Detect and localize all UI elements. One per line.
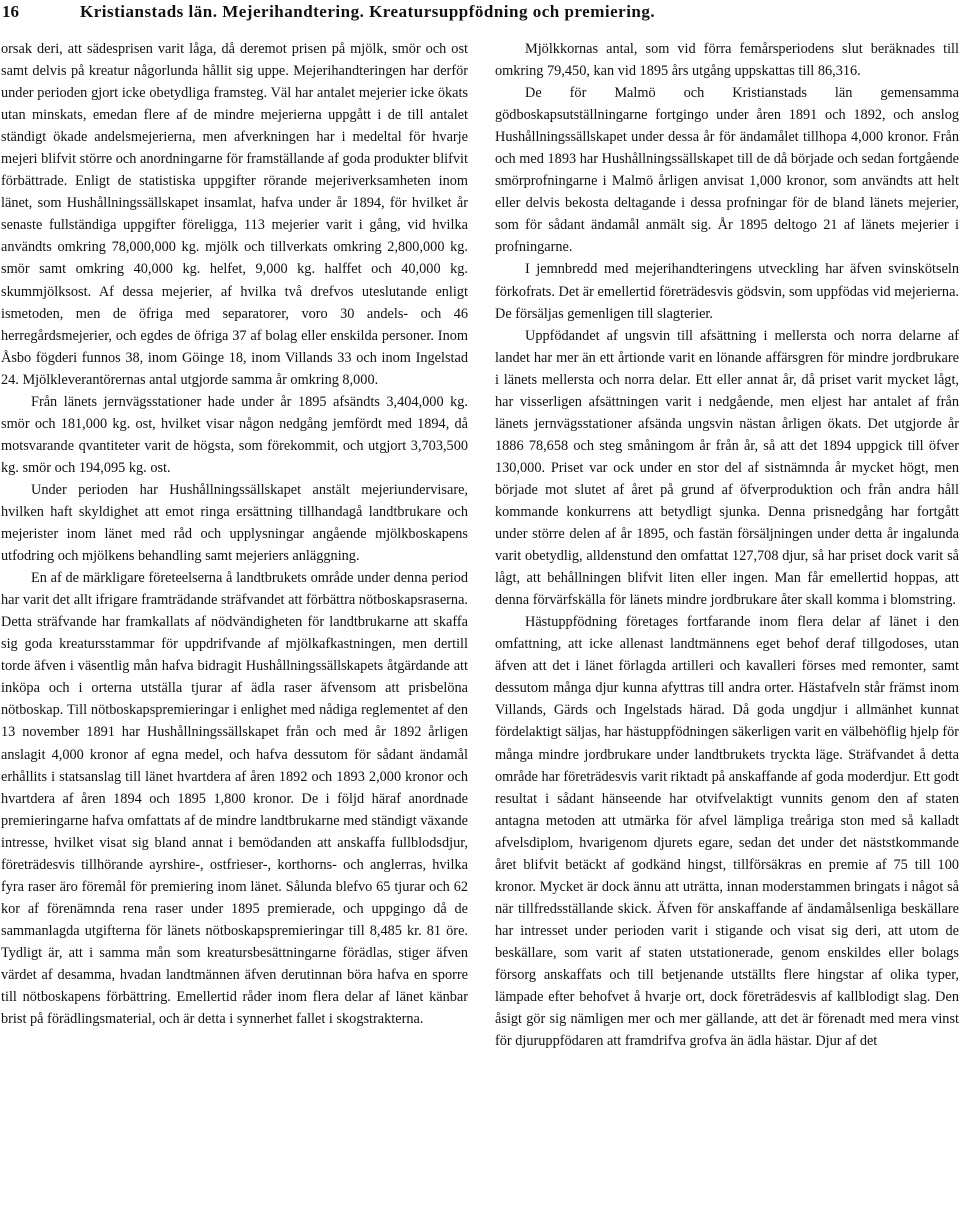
left-paragraph-4: En af de märkligare företeelserna å landtbrukets område under denna period har varit det allt ifrigare framträdande sträfvandet att förbättra nötboskapsraserna. Detta sträfvande har framkallats af nödvändigheten för landtbrukarne att skaffa sig goda kreatursstammar för uppdrifvande af mjölkafkastningen, men dertill torde äfven i väsentlig mån hafva bidragit Hushållningssällskapets åtgärdande att inköpa och i orterna utställa tjurar af ädla raser äfvensom att prisbelöna nötboskap. Till nötboskapspremieringar i enlighet med nådiga reglementet af den 13 november 1891 har Hushållningssällskapet från och med år 1892 årligen anslagit 4,000 kronor af egna medel, och hafva dessutom för sådant ändamål erhållits i statsanslag till länet hvartdera af åren 1892 och 1893 2,000 kronor och hvartdera af åren 1894 och 1895 1,800 kronor. De i följd häraf anordnade premieringarne hafva omfattats af de mindre landtbrukarne med ständigt växande intresse, hvilket visat sig bland annat i bemödanden att anskaffa fullblodsdjur, företrädesvis tillhörande ayrshire-, ostfrieser-, korthorns- och anglerras, hvilka fyra raser äro föremål för premiering inom länet. Sålunda blefvo 65 tjurar och 62 kor af förenämnda rena raser under 1895 premierade, och uppgingo då de sammanlagda utgifterna för länets nötboskapspremieringar till 8,485 kr. 81 öre. Tydligt är, att i samma mån som kreatursbesättningarne förädlas, stiger äfven värdet af desamma, hvadan landtmännen äfven derutinnan böra hafva en sporre till nötboskapens förbättring. Emellertid råder inom flera delar af länet känbar brist på förädlingsmaterial, och är detta i synnerhet fallet i skogstrakterna. xyxy=(1,570,468,1028)
right-paragraph-3: I jemnbredd med mejerihandteringens utveckling har äfven svinskötseln förkofrats. Det är emellertid företrädesvis gödsvin, som uppfödas vid mejerierna. De försäljas gemenligen till slagterier. xyxy=(495,261,959,322)
running-head: Kristianstads län. Mejerihandtering. Kreatursuppfödning och premiering. xyxy=(80,2,656,21)
right-paragraph-2: De för Malmö och Kristianstads län gemensamma gödboskapsutställningarne fortgingo under åren 1891 och 1892, och anslog Hushållningssällskapet under dessa år för ändamålet tillhopa 4,000 kronor. Från och med 1893 har Hushållningssällskapet till de då började och sedan fortgående smörprofningarne i Malmö årligen anvisat 1,000 kronor, som användts att helt eller delvis bekosta deltagande i dessa profningar för de bland länets mejerier, som för sådant ändamål anmält sig. År 1895 deltogo 21 af länets mejerier i profningarne. xyxy=(495,85,959,256)
page-header xyxy=(0,0,960,26)
left-column xyxy=(1,38,468,1030)
right-paragraph-4: Uppfödandet af ungsvin till afsättning i mellersta och norra delarne af landet har mer än ett årtionde varit en lönande affärsgren för mindre jordbrukare i länets mellersta och norra delar. Ett eller annat år, då priset varit mycket lågt, har visserligen afsättningen varit i nedgående, men eljest har antalet af från länets jernvägsstationer afsända ungsvin nästan årligen ökats. Det utgjorde år 1886 78,658 och steg småningom år från år, så att det 1894 uppgick till öfver 130,000. Priset var ock under en stor del af sistnämnda år mycket högt, men började mot slutet af året på grund af öfverproduktion och från andra håll kommande konkurrens att betydligt sjunka. Denna prisnedgång har fortgått under större delen af år 1895, och fastän försäljningen under detta år ingalunda varit obetydlig, alldenstund den omfattat 127,708 djur, så har priset dock varit så lågt, att behållningen blifvit liten eller ingen. Man får emellertid hoppas, att denna förvärfskälla för länets mindre jordbrukare åter skall komma i blomstring. xyxy=(495,327,959,609)
right-paragraph-5: Hästuppfödning företages fortfarande inom flera delar af länet i den omfattning, att icke allenast landtmännens eget behof deraf tillgodoses, utan äfven att det i länet förlagda artilleri och kavalleri förses med remonter, samt dessutom många djur kunna afyttras till andra orter. Hästafveln står främst inom Villands, Gärds och Ingelstads härad. Då goda ungdjur i allmänhet kunnat fördelaktigt säljas, har hästuppfödningen säkerligen varit en välbehöflig hjelp för många mindre jordbrukare under landtbrukets tryckta läge. Sträfvandet å detta område har företrädesvis varit riktadt på anskaffande af goda moderdjur. Ett godt resultat i sådant hänseende har otvifvelaktigt vunnits genom den af staten antagna metoden att utmärka för afvel lämpliga treåriga ston med så kalladt afvelsdiplom, hvarigenom djurets egare, sedan det under det näststkommande året blifvit betäckt af godkänd hingst, tillförsäkras en premie af 75 till 100 kronor. Mycket är dock ännu att uträtta, innan moderstammen bringats i något så när tillfredsställande skick. Äfven för anskaffande af ändamålsenliga beskällare har intresset under perioden varit i stigande och visat sig deri, att utom de beskällare, som varit af staten utstationerade, genom enskildes eller bolags försorg anskaffats och till betjenande utställts flere hingstar af olika typer, lämpade efter behofvet å hvarje ort, dock företrädesvis af kallblodigt slag. Den åsigt gör sig nämligen mer och mer gällande, att det är förenadt med mera vinst för djuruppfödaren att framdrifva grofva än ädla hästar. Djur af det xyxy=(495,614,959,1050)
right-paragraph-1: Mjölkkornas antal, som vid förra femårsperiodens slut beräknades till omkring 79,450, kan vid 1895 års utgång uppskattas till 86,316. xyxy=(495,41,959,80)
right-column xyxy=(495,38,959,1052)
left-paragraph-2: Från länets jernvägsstationer hade under år 1895 afsändts 3,404,000 kg. smör och 181,000 kg. ost, hvilket visar någon nedgång jemfördt med 1894, då motsvarande qvantiteter varit de högsta, som förekommit, och utgjort 3,703,500 kg. smör och 194,095 kg. ost. xyxy=(1,393,468,476)
left-paragraph-3: Under perioden har Hushållningssällskapet anstält mejeriundervisare, hvilken haft skyldighet att emot ringa ersättning tillhandagå landtbrukare och mejerister inom länet med råd och upplysningar angående mjölkboskapens utfodring och mjölkens behandling samt mejeriers anläggning. xyxy=(1,481,468,565)
left-paragraph-1: orsak deri, att sädesprisen varit låga, då deremot prisen på mjölk, smör och ost samt delvis på kreatur någorlunda hållit sig uppe. Mejerihandteringen har derför under perioden gjort icke obetydliga framsteg. Väl har antalet mejerier icke ökats utan minskats, emedan flere af de mindre mejerierna uppgått i de till antalet ständigt ökade andelsmejerierna, men afverkningen har i medeltal för hvarje mejeri blifvit större och anordningarne för framställande af goda produkter blifvit förbättrade. Enligt de statistiska uppgifter rörande mejeriverksamheten inom länet, som Hushållningssällskapet insamlat, hafva under år 1894, för hvilket år senaste fullständiga uppgifter föreligga, 113 mejerier varit i gång, vid hvilka användts omkring 78,000,000 kg. mjölk och tillverkats omkring 2,800,000 kg. smör samt omkring 40,000 kg. helfet, 9,000 kg. halffet och 40,000 kg. skummjölksost. Af dessa mejerier, af hvilka två drefvos uteslutande enligt ismetoden, men de öfriga med separatorer, voro 30 andels- och 46 herregårdsmejerier, och egdes de öfriga 37 af bolag eller enskilda personer. Inom Åsbo fögderi funnos 38, inom Göinge 18, inom Villands 33 och inom Ingelstad 24. Mjölkleverantörernas antal utgjorde samma år omkring 8,000. xyxy=(1,41,468,388)
page-number: 16 xyxy=(2,2,19,21)
